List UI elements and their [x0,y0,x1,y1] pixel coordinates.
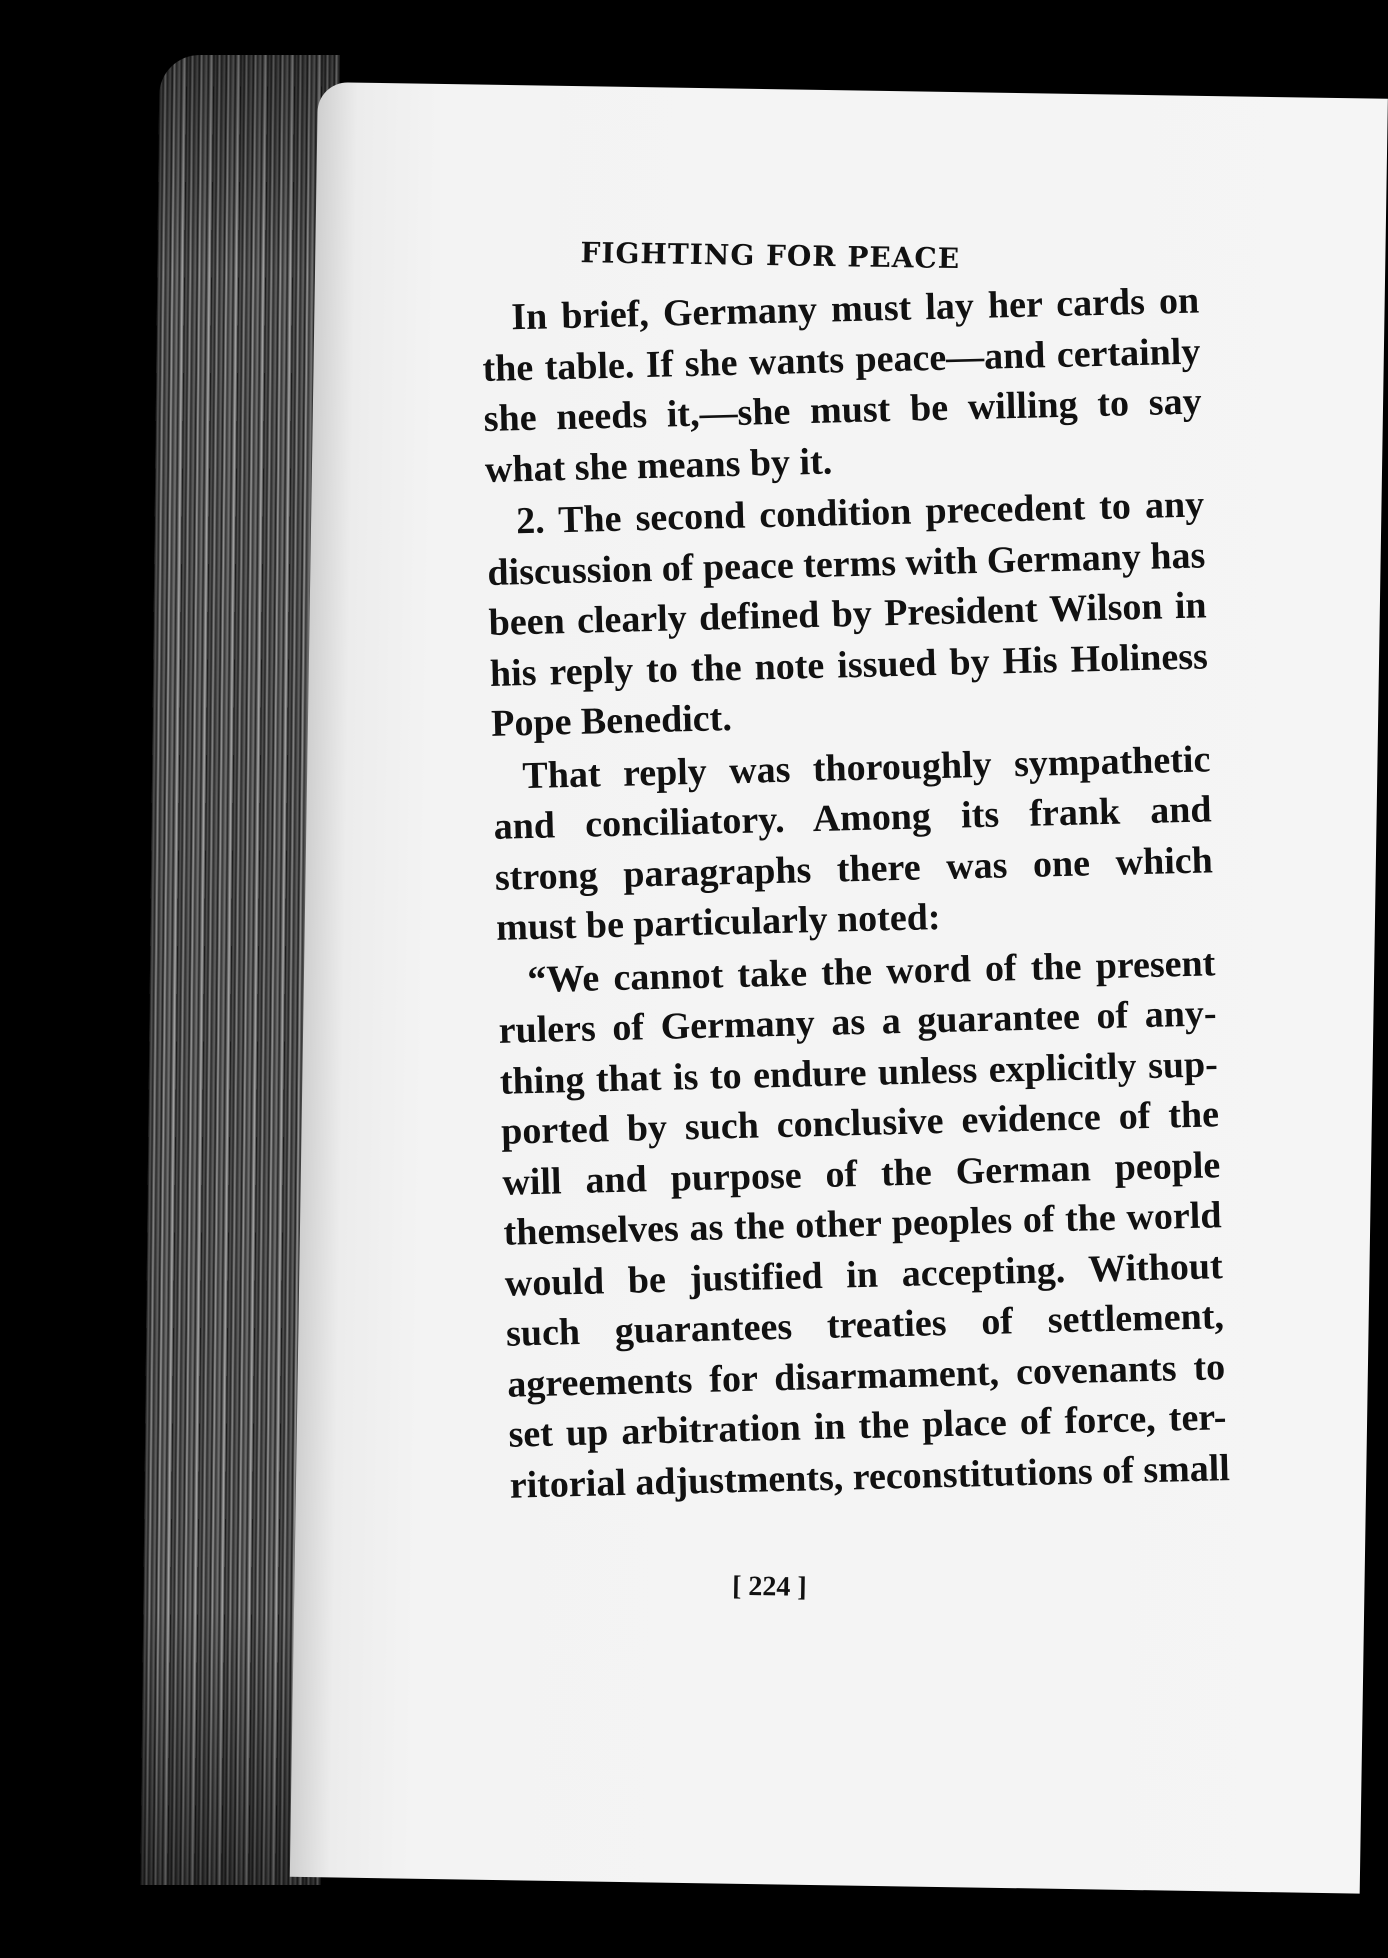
paragraph-2 [448,479,1210,750]
paragraph-3 [454,734,1215,954]
text-line: “We cannot take the word of the present [526,941,1216,1001]
text-line: must be particularly noted: [495,896,941,949]
text-line: set up arbitration in the place of force, ter- [508,1396,1227,1456]
text-line: discussion of peace terms with Germany has [486,533,1206,594]
text-line: the table. If she wants peace—and certainly [482,329,1201,390]
text-line: would be justified in accepting. Without [504,1244,1224,1305]
text-line: Pope Benedict. [490,697,733,745]
text-line: In brief, Germany must lay her cards on [510,279,1200,339]
text-line: ported by such conclusive evidence of the [500,1093,1220,1153]
text-line: themselves as the other peoples of the world [503,1194,1222,1254]
book-page [290,82,1388,1894]
text-line: been clearly defined by President Wilson in [488,584,1208,644]
text-line: strong paragraphs there was one which [494,838,1214,899]
running-head: FIGHTING FOR PEACE [580,236,961,276]
page-number: [ 224 ] [731,1570,807,1603]
text-line: and conciliatory. Among its frank and [493,788,1213,848]
text-line: such guarantees treaties of settlement, [505,1295,1225,1355]
text-line: That reply was thoroughly sympathetic [521,737,1211,797]
paragraph-1 [443,276,1204,496]
text-line: agreements for disarmament, covenants to [506,1345,1226,1406]
text-line: will and purpose of the German people [501,1143,1221,1204]
paragraph-4 [459,938,1231,1512]
text-line: thing that is to endure unless explicitly sup- [499,1042,1219,1103]
text-line: what she means by it. [484,440,833,491]
text-line: she needs it,—she must be willing to say [483,380,1203,441]
text-line: rulers of Germany as a guarantee of any- [498,992,1218,1052]
text-line: 2. The second condition precedent to any [515,483,1205,543]
text-line: his reply to the note issued by His Holiness [489,634,1209,695]
body-text [443,276,1229,1512]
text-line: ritorial adjustments, reconstitutions of small [509,1446,1231,1507]
